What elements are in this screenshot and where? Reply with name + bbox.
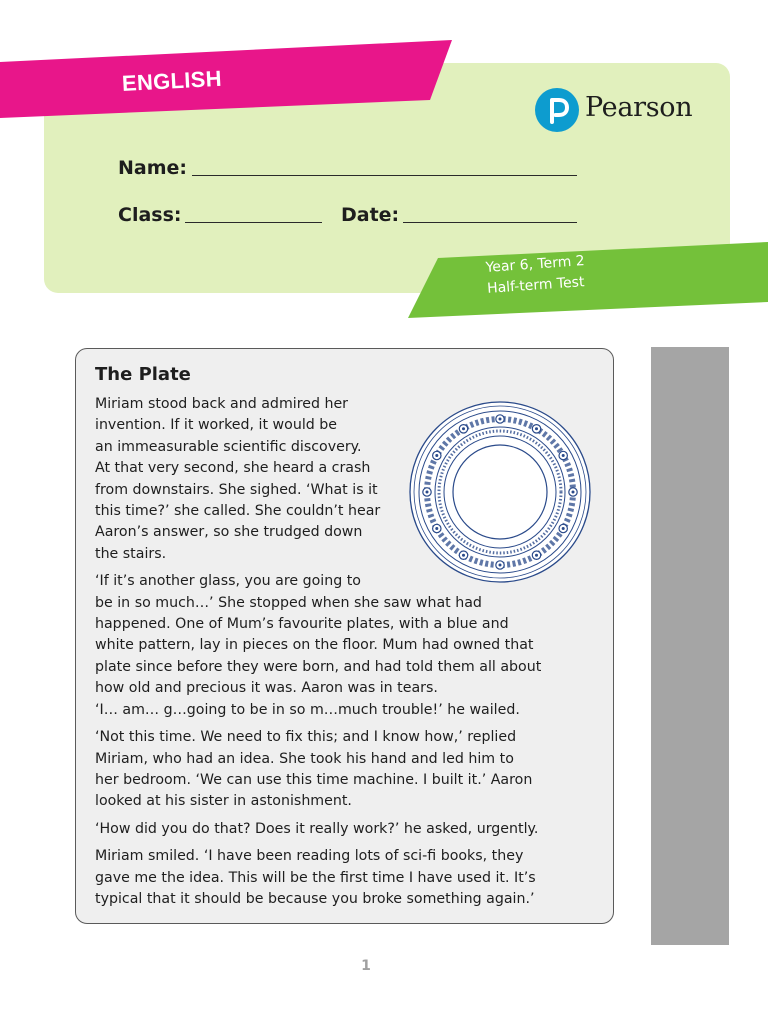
subject-banner: [0, 40, 460, 122]
passage-line: from downstairs. She sighed. ‘What is it: [95, 481, 378, 498]
passage-paragraph: [95, 394, 541, 565]
class-label: Class:: [118, 204, 182, 226]
passage-paragraph: [95, 846, 541, 910]
subject-label: ENGLISH: [121, 65, 223, 96]
passage-line: an immeasurable scientific discovery.: [95, 438, 362, 455]
passage-line: Miriam smiled. ‘I have been reading lots of sci-fi books, they: [95, 848, 524, 865]
passage-line: white pattern, lay in pieces on the floor. Mum had owned that: [95, 637, 534, 654]
subject-banner-shape: [0, 40, 452, 118]
passage-line: the stairs.: [95, 545, 167, 562]
passage-line: Miriam stood back and admired her: [95, 396, 349, 412]
passage-line: how old and precious it was. Aaron was in tears.: [95, 680, 438, 697]
passage-line: be in so much…’ She stopped when she saw what had: [95, 594, 482, 611]
pearson-logo-icon: [535, 88, 579, 132]
passage-paragraph: [95, 819, 541, 840]
passage-line: Miriam, who had an idea. She took his hand and led him to: [95, 750, 514, 767]
passage-text: [95, 394, 541, 916]
passage-line: her bedroom. ‘We can use this time machine. I built it.’ Aaron: [95, 771, 533, 788]
passage-line: Aaron’s answer, so she trudged down: [95, 524, 363, 541]
passage-paragraph: [95, 571, 541, 721]
brand-name: Pearson: [585, 92, 693, 123]
passage-line: happened. One of Mum’s favourite plates, with a blue and: [95, 616, 509, 633]
passage-line: looked at his sister in astonishment.: [95, 793, 352, 810]
level-test-name: Half-term Test: [486, 274, 585, 297]
passage-line: ‘If it’s another glass, you are going to: [95, 573, 361, 590]
passage-line: gave me the idea. This will be the first time I have used it. It’s: [95, 869, 536, 886]
class-field[interactable]: [185, 222, 322, 223]
page-number: 1: [361, 958, 371, 974]
passage-line: ‘I… am… g…going to be in so m…much trouble!’ he wailed.: [95, 701, 520, 718]
passage-paragraph: [95, 727, 541, 813]
passage-line: invention. If it worked, it would be: [95, 417, 338, 434]
date-field[interactable]: [403, 222, 577, 223]
passage-title: The Plate: [95, 364, 191, 385]
side-strip: [651, 347, 729, 945]
passage-line: typical that it should be because you broke something again.’: [95, 890, 535, 907]
date-label: Date:: [341, 204, 400, 226]
passage-line: plate since before they were born, and had told them all about: [95, 658, 542, 675]
passage-line: ‘How did you do that? Does it really work?’ he asked, urgently.: [95, 820, 539, 837]
passage-line: ‘Not this time. We need to fix this; and I know how,’ replied: [95, 729, 517, 746]
level-year-term: Year 6, Term 2: [485, 253, 586, 276]
name-label: Name:: [118, 157, 188, 179]
passage-line: At that very second, she heard a crash: [95, 460, 371, 477]
name-field[interactable]: [192, 175, 577, 176]
passage-line: this time?’ she called. She couldn’t hear: [95, 503, 381, 520]
